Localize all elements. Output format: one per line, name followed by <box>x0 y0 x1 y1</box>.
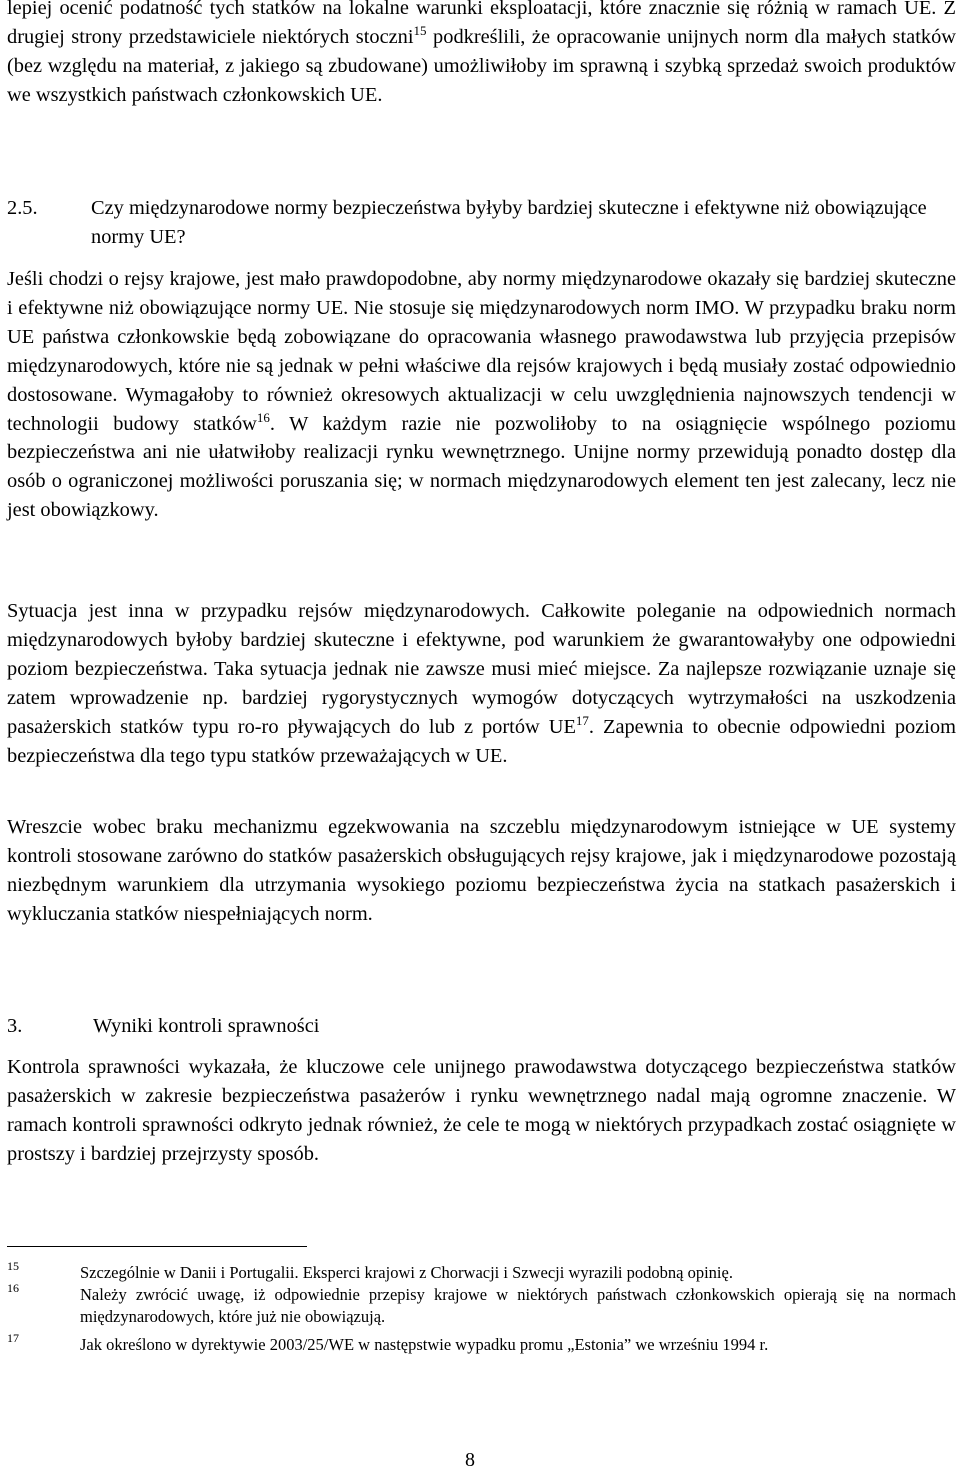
page-number: 8 <box>465 1449 475 1471</box>
footnote-15 <box>7 1259 956 1284</box>
footnote-separator <box>7 1246 307 1247</box>
footnote-number: 15 <box>7 1259 19 1273</box>
footnote-number: 17 <box>7 1331 19 1345</box>
paragraph-text: Sytuacja jest inna w przypadku rejsów międzynarodowych. Całkowite poleganie na odpowiednich normach międzynarodowych byłoby bardziej skuteczne i efektywne, pod warunkiem że gwarantowałyby one odpowiedni poziom bezpieczeństwa. Taka sytuacja jednak nie zawsze musi mieć miejsce. Za najlepsze rozwiązanie uznaje się zatem wprowadzenie np. bardziej rygorystycznych wymogów dotyczących wytrzymałości na uszkodzenia pasażerskich statków typu ro-ro pływających do lub z portów UE <box>7 600 956 738</box>
footnote-text: Jak określono w dyrektywie 2003/25/WE w następstwie wypadku promu „Estonia” we wrześniu 1994 r. <box>80 1335 769 1354</box>
paragraph-text: podkreślili, że opracowanie unijnych norm dla małych statków (bez względu na materiał, z jakiego są zbudowane) umożliwiłoby im sprawną i szybką sprzedaż swoich produktów we wszystkich państwach członkowskich UE. <box>7 25 956 106</box>
section-title: Wyniki kontroli sprawności <box>93 1015 320 1037</box>
footnote-17 <box>7 1331 956 1356</box>
paragraph-text: . Zapewnia to obecnie odpowiedni poziom bezpieczeństwa dla tego typu statków przeważających w UE. <box>7 715 956 767</box>
paragraph-fitness-check-results: Kontrola sprawności wykazała, że kluczowe cele unijnego prawodawstwa dotyczącego bezpieczeństwa statków pasażerskich w zakresie bezpieczeństwa pasażerów i rynku wewnętrznego nadal mają ogromne znaczenie. W ramach kontroli sprawności odkryto jednak również, że cele te mogą w niektórych przypadkach zostać osiągnięte w prostszy i bardziej przejrzysty sposób. <box>7 1056 956 1165</box>
footnote-text: Należy zwrócić uwagę, iż odpowiednie przepisy krajowe w niektórych państwach członkowskich opierają się na normach międzynarodowych, które już nie obowiązują. <box>80 1285 956 1326</box>
footnote-text: Szczególnie w Danii i Portugalii. Eksperci krajowi z Chorwacji i Szwecji wyrazili podobną opinię. <box>80 1263 733 1282</box>
paragraph-international-voyages <box>7 597 956 770</box>
paragraph-text: . W każdym razie nie pozwoliłoby to na osiągnięcie wspólnego poziomu bezpieczeństwa ani nie ułatwiłoby realizacji rynku wewnętrznego. Unijne normy przewidują ponadto dostęp dla osób o ograniczonej możliwości poruszania się; w normach międzynarodowych element ten jest zalecany, lecz nie jest obowiązkowy. <box>7 412 956 522</box>
paragraph-intro-continuation <box>7 0 956 110</box>
footnote-number: 16 <box>7 1281 19 1295</box>
paragraph-domestic-voyages <box>7 265 956 525</box>
section-number: 3. <box>7 1015 23 1037</box>
footnote-ref-17[interactable]: 17 <box>575 712 589 728</box>
section-heading-2-5 <box>7 194 956 252</box>
footnote-ref-15[interactable]: 15 <box>413 22 427 38</box>
section-title: Czy międzynarodowe normy bezpieczeństwa byłyby bardziej skuteczne i efektywne niż obowiązujące normy UE? <box>91 197 927 248</box>
paragraph-text: Jeśli chodzi o rejsy krajowe, jest mało prawdopodobne, aby normy międzynarodowe okazały się bardziej skuteczne i efektywne niż obowiązujące normy UE. Nie stosuje się międzynarodowych norm IMO. W przypadku braku norm UE państwa członkowskie będą zobowiązane do opracowania własnego prawodawstwa lub przyjęcia przepisów międzynarodowych, które nie są jednak w pełni właściwe dla rejsów krajowych i będą musiały zostać odpowiednio dostosowane. Wymagałoby to również okresowych aktualizacji w celu uwzględnienia najnowszych tendencji w technologii budowy statków <box>7 268 956 435</box>
paragraph-enforcement: Wreszcie wobec braku mechanizmu egzekwowania na szczeblu międzynarodowym istniejące w UE systemy kontroli stosowane zarówno do statków pasażerskich obsługujących rejsy krajowe, jak i międzynarodowe pozostają niezbędnym warunkiem dla utrzymania wysokiego poziomu bezpieczeństwa życia na statkach pasażerskich i wykluczania statków niespełniających norm. <box>7 816 956 925</box>
footnote-ref-16[interactable]: 16 <box>256 409 270 425</box>
section-heading-3 <box>7 1012 956 1041</box>
paragraph-text: lepiej ocenić podatność tych statków na lokalne warunki eksploatacji, które znacznie się różnią w ramach UE. Z drugiej strony przedstawiciele niektórych stoczni <box>7 0 956 48</box>
footnote-16 <box>7 1281 956 1327</box>
section-number: 2.5. <box>7 197 38 219</box>
